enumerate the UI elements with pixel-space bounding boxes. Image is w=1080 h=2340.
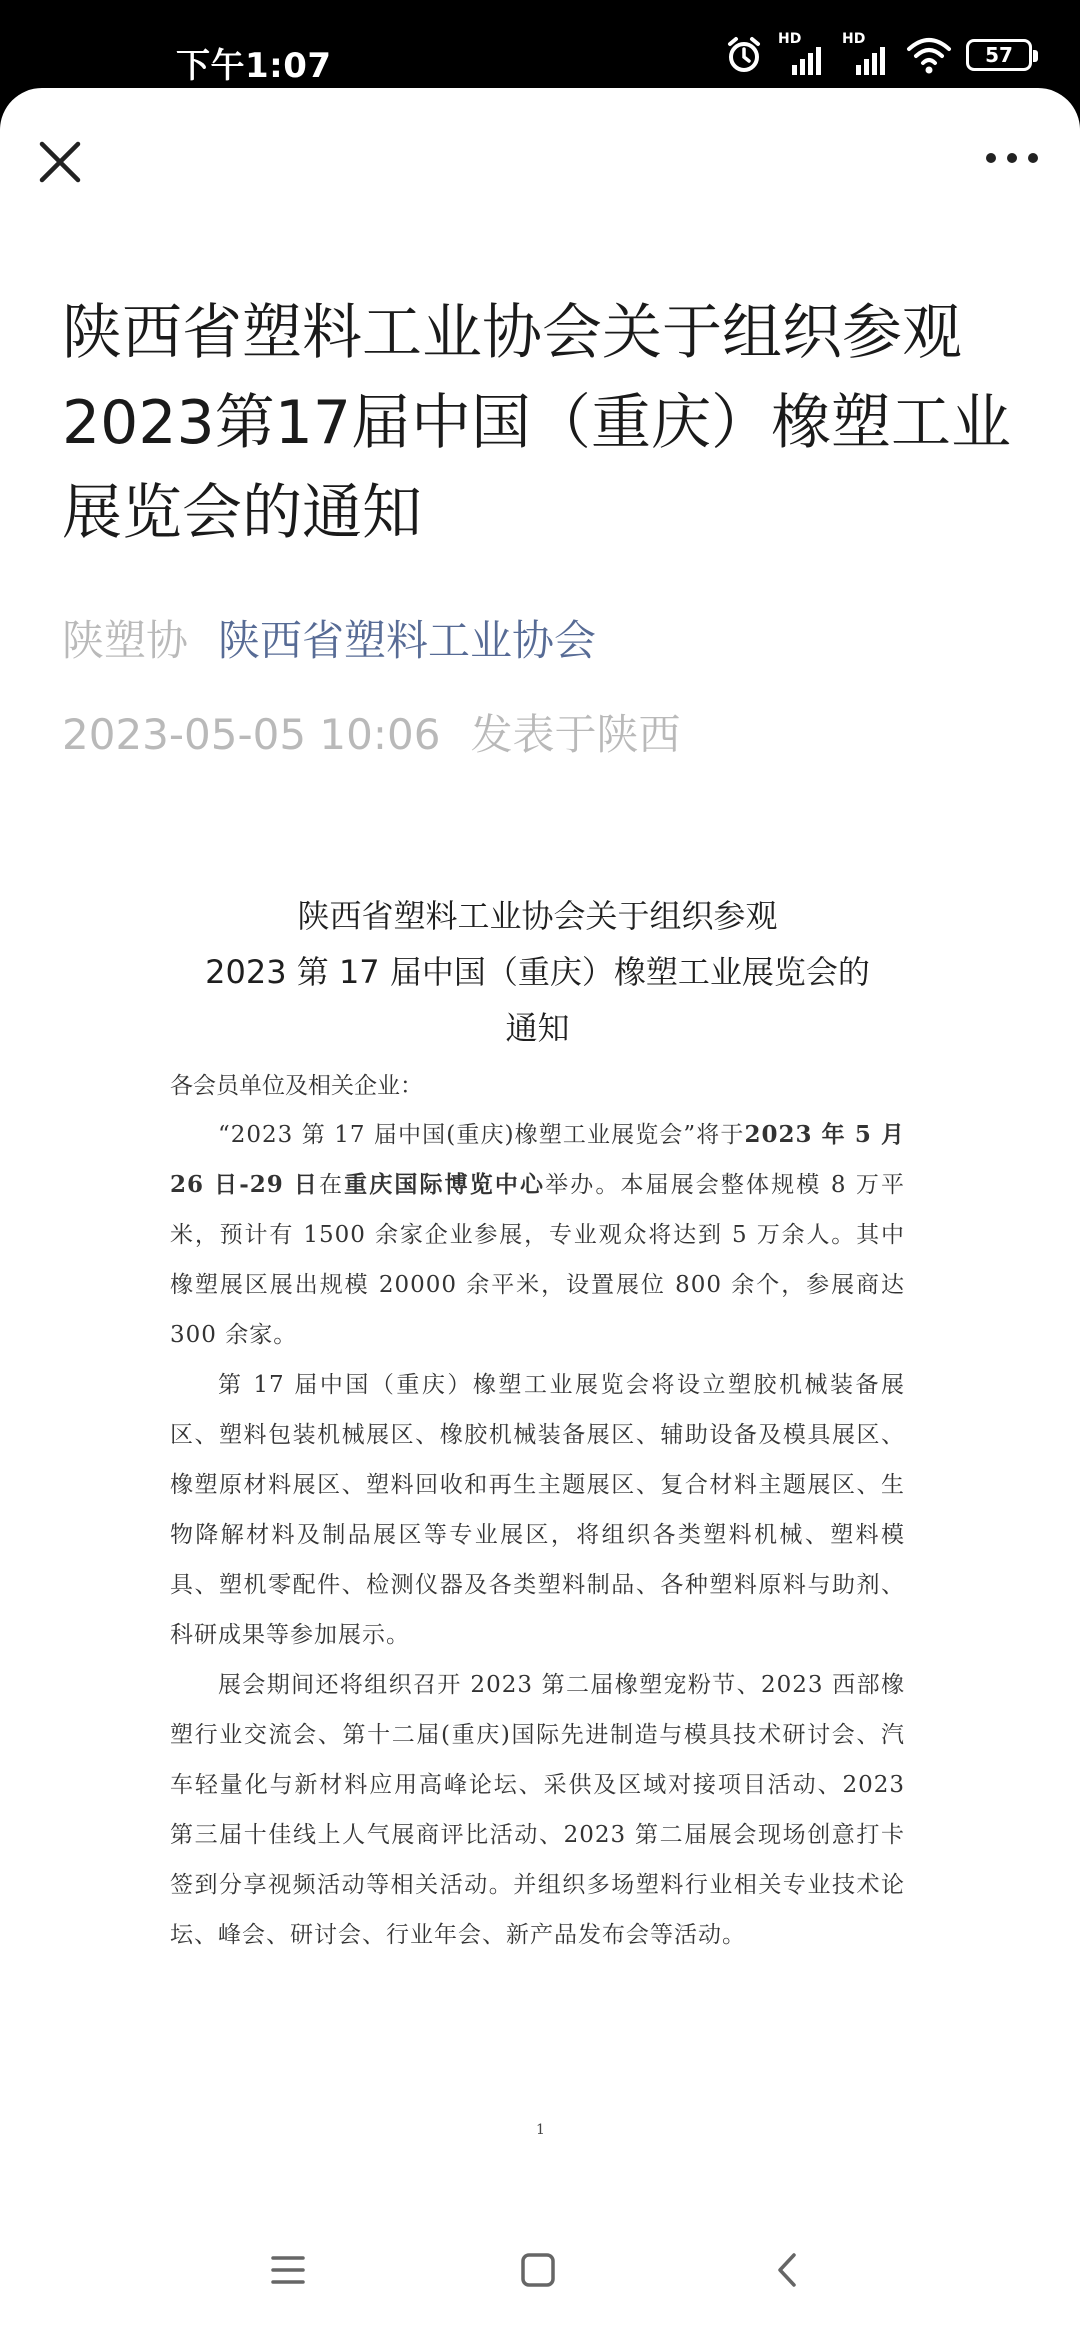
cell-signal-2-icon xyxy=(842,31,892,75)
publish-location: 发表于陕西 xyxy=(470,710,681,759)
account-link[interactable]: 陕西省塑料工业协会 xyxy=(218,616,597,665)
document-title-line: 2023 第 17 届中国（重庆）橡塑工业展览会的 xyxy=(205,953,870,991)
home-button[interactable] xyxy=(508,2240,568,2300)
back-icon xyxy=(758,2240,818,2300)
publish-datetime: 2023-05-05 10:06 xyxy=(62,710,441,759)
document-paragraph-2: 第 17 届中国（重庆）橡塑工业展览会将设立塑胶机械装备展区、塑料包装机械展区、橡胶机械装备展区、辅助设备及模具展区、橡塑原材料展区、塑料回收和再生主题展区、复合材料主题展区、生物降解材料及制品展区等专业展区，将组织各类塑料机械、塑料模具、塑机零配件、检测仪器及各类塑料制品、各种塑料原料与助剂、科研成果等参加展示。 xyxy=(170,1372,905,1648)
status-time: 下午1:07 xyxy=(176,46,332,86)
menu-icon xyxy=(258,2240,318,2300)
status-icons xyxy=(724,32,1032,78)
back-button[interactable] xyxy=(758,2240,818,2300)
article-meta xyxy=(62,608,596,668)
battery-icon: 57 xyxy=(966,39,1032,71)
navigation-bar xyxy=(0,2220,1080,2320)
more-icon xyxy=(986,153,996,163)
document-title xyxy=(170,888,905,1056)
hd-label: HD xyxy=(778,31,802,47)
document-paragraph-1: “2023 第 17 届中国(重庆)橡塑工业展览会”将于2023 年 5 月 26 日-29 日在重庆国际博览中心举办。本届展会整体规模 8 万平米，预计有 1500 余家企业参展，专业观众将达到 5 万余人。其中橡塑展区展出规模 20000 余平米，设置展位 800 余个，参展商达 300 余家。 xyxy=(170,1121,906,1348)
article-title: 陕西省塑料工业协会关于组织参观2023第17届中国（重庆）橡塑工业展览会的通知 xyxy=(62,298,1012,548)
menu-button[interactable] xyxy=(258,2240,318,2300)
home-icon xyxy=(508,2240,568,2300)
document-salutation: 各会员单位及相关企业： xyxy=(170,1073,423,1099)
document-page-number: 1 xyxy=(536,2122,545,2138)
document-image xyxy=(170,888,905,1960)
document-paragraph-3: 展会期间还将组织召开 2023 第二届橡塑宠粉节、2023 西部橡塑行业交流会、第十二届(重庆)国际先进制造与模具技术研讨会、汽车轻量化与新材料应用高峰论坛、采供及区域对接项目活动、2023 第三届十佳线上人气展商评比活动、2023 第二届展会现场创意打卡签到分享视频活动等相关活动。并组织多场塑料行业相关专业技术论坛、峰会、研讨会、行业年会、新产品发布会等活动。 xyxy=(170,1672,905,1948)
alarm-icon xyxy=(724,35,764,75)
status-bar xyxy=(0,0,1080,95)
cell-signal-1-icon xyxy=(778,31,828,75)
close-button[interactable] xyxy=(28,130,92,194)
document-title-line: 陕西省塑料工业协会关于组织参观 xyxy=(297,897,778,935)
wifi-icon xyxy=(906,35,952,75)
hd-label: HD xyxy=(842,31,866,47)
document-title-line: 通知 xyxy=(505,1009,570,1047)
author-name: 陕塑协 xyxy=(62,616,189,665)
article-date-row xyxy=(62,702,681,762)
close-icon xyxy=(28,130,92,194)
more-button[interactable] xyxy=(980,138,1044,178)
